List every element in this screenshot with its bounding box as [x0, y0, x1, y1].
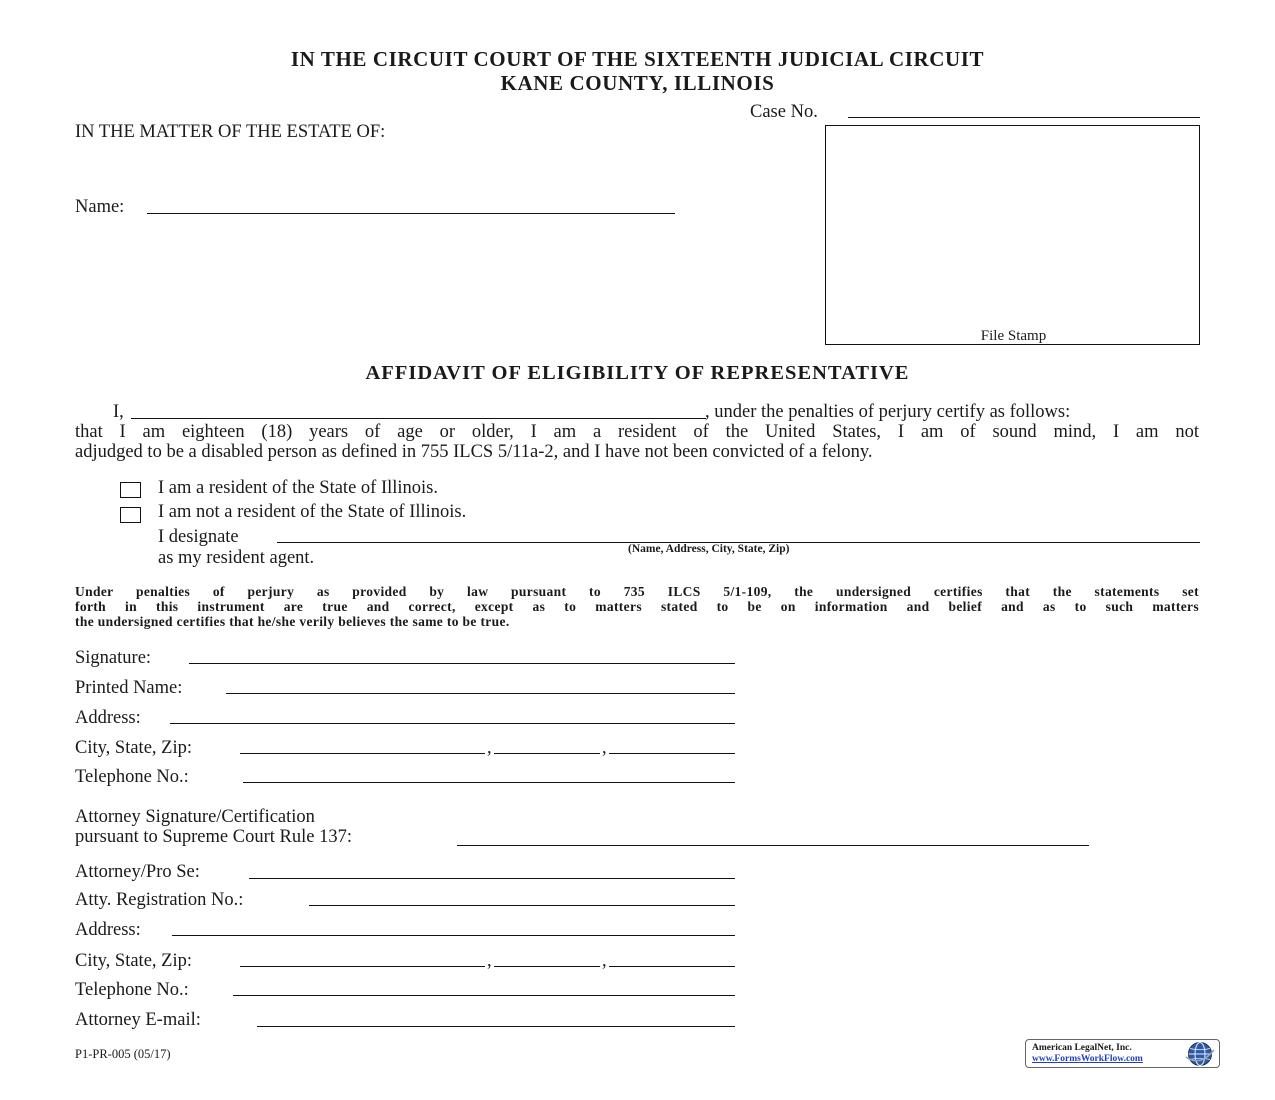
signature-label: Signature:	[75, 648, 152, 668]
signer-city-underline	[240, 753, 485, 754]
attorney-telephone-label: Telephone No.:	[75, 980, 189, 1000]
globe-icon	[1183, 1041, 1217, 1067]
attorney-cert-label-2: pursuant to Supreme Court Rule 137:	[75, 827, 352, 847]
attorney-signature-underline[interactable]	[457, 845, 1089, 846]
declarant-underline	[131, 418, 706, 419]
resident-agent-input[interactable]	[279, 525, 1198, 542]
printed-name-underline	[226, 693, 735, 694]
attorney-comma-1: ,	[487, 951, 492, 971]
file-stamp-label: File Stamp	[980, 328, 1047, 344]
certification-line-1: Under penalties of perjury as provided by law pursuant to 735 ILCS 5/1-109, the undersigned certifies that the statements set	[75, 584, 1199, 599]
signer-telephone-underline	[243, 782, 735, 783]
attorney-telephone-input[interactable]	[235, 978, 733, 995]
signer-state-underline	[494, 753, 600, 754]
attorney-zip-underline	[609, 966, 735, 967]
attorney-telephone-underline	[233, 995, 735, 996]
attorney-email-input[interactable]	[259, 1009, 733, 1026]
registration-input[interactable]	[311, 888, 733, 905]
printed-name-label: Printed Name:	[75, 678, 183, 698]
resident-checkbox[interactable]	[120, 482, 141, 498]
vendor-name: American LegalNet, Inc.	[1032, 1043, 1132, 1053]
designate-hint: (Name, Address, City, State, Zip)	[628, 543, 790, 555]
registration-label: Atty. Registration No.:	[75, 890, 244, 910]
signature-underline[interactable]	[189, 663, 735, 664]
attorney-zip-input[interactable]	[611, 949, 733, 966]
nonresident-checkbox[interactable]	[120, 507, 141, 523]
attorney-state-input[interactable]	[496, 949, 598, 966]
resident-agent-suffix: as my resident agent.	[158, 548, 315, 568]
attorney-comma-2: ,	[602, 951, 607, 971]
signer-address-underline	[170, 723, 735, 724]
document-title: AFFIDAVIT OF ELIGIBILITY OF REPRESENTATIVE	[365, 362, 910, 384]
case-no-input[interactable]	[850, 100, 1198, 118]
attorney-email-underline	[257, 1026, 735, 1027]
declarant-prefix: I,	[113, 402, 124, 422]
attorney-cert-label-1: Attorney Signature/Certification	[75, 807, 315, 827]
form-id: P1-PR-005 (05/17)	[75, 1047, 171, 1061]
name-label: Name:	[75, 197, 125, 217]
declarant-suffix: , under the penalties of perjury certify as follows:	[705, 402, 1071, 422]
attorney-city-underline	[240, 966, 485, 967]
signer-city-input[interactable]	[242, 736, 483, 753]
signer-zip-input[interactable]	[611, 736, 733, 753]
signer-comma-1: ,	[487, 738, 492, 758]
signer-telephone-label: Telephone No.:	[75, 767, 189, 787]
file-stamp-box	[825, 125, 1200, 345]
estate-name-input[interactable]	[149, 195, 673, 213]
signer-comma-2: ,	[602, 738, 607, 758]
attorney-city-state-zip-label: City, State, Zip:	[75, 951, 192, 971]
vendor-badge[interactable]	[1025, 1039, 1220, 1068]
county-heading: KANE COUNTY, ILLINOIS	[500, 71, 775, 95]
signer-state-input[interactable]	[496, 736, 598, 753]
certification-line-3: the undersigned certifies that he/she verily believes the same to be true.	[75, 614, 510, 629]
court-heading: IN THE CIRCUIT COURT OF THE SIXTEENTH JUDICIAL CIRCUIT	[290, 47, 985, 71]
attorney-address-input[interactable]	[174, 918, 733, 935]
printed-name-input[interactable]	[228, 676, 733, 693]
signer-address-label: Address:	[75, 708, 141, 728]
certification-line-2: forth in this instrument are true and correct, except as to matters stated to be on information and belief and as to such matters	[75, 599, 1199, 614]
attorney-state-underline	[494, 966, 600, 967]
attorney-city-input[interactable]	[242, 949, 483, 966]
attorney-underline	[249, 878, 735, 879]
signer-telephone-input[interactable]	[245, 765, 733, 782]
resident-option-label: I am a resident of the State of Illinois.	[158, 478, 438, 498]
designate-label: I designate	[158, 527, 239, 547]
attorney-address-label: Address:	[75, 920, 141, 940]
vendor-url[interactable]: www.FormsWorkFlow.com	[1032, 1054, 1143, 1064]
attorney-email-label: Attorney E-mail:	[75, 1010, 201, 1030]
affidavit-line-3: adjudged to be a disabled person as defined in 755 ILCS 5/11a-2, and I have not been convicted of a felony.	[75, 442, 873, 462]
signer-zip-underline	[609, 753, 735, 754]
attorney-address-underline	[172, 935, 735, 936]
case-no-label: Case No.	[750, 102, 818, 122]
nonresident-option-label: I am not a resident of the State of Illinois.	[158, 502, 467, 522]
affidavit-line-2: that I am eighteen (18) years of age or older, I am a resident of the United States, I am of sound mind, I am not	[75, 422, 1199, 442]
registration-underline	[309, 905, 735, 906]
attorney-label: Attorney/Pro Se:	[75, 862, 200, 882]
declarant-name-input[interactable]	[133, 400, 704, 418]
name-underline	[147, 213, 675, 214]
estate-matter-label: IN THE MATTER OF THE ESTATE OF:	[75, 122, 386, 142]
signer-address-input[interactable]	[172, 706, 733, 723]
signer-city-state-zip-label: City, State, Zip:	[75, 738, 192, 758]
attorney-input[interactable]	[251, 861, 733, 878]
